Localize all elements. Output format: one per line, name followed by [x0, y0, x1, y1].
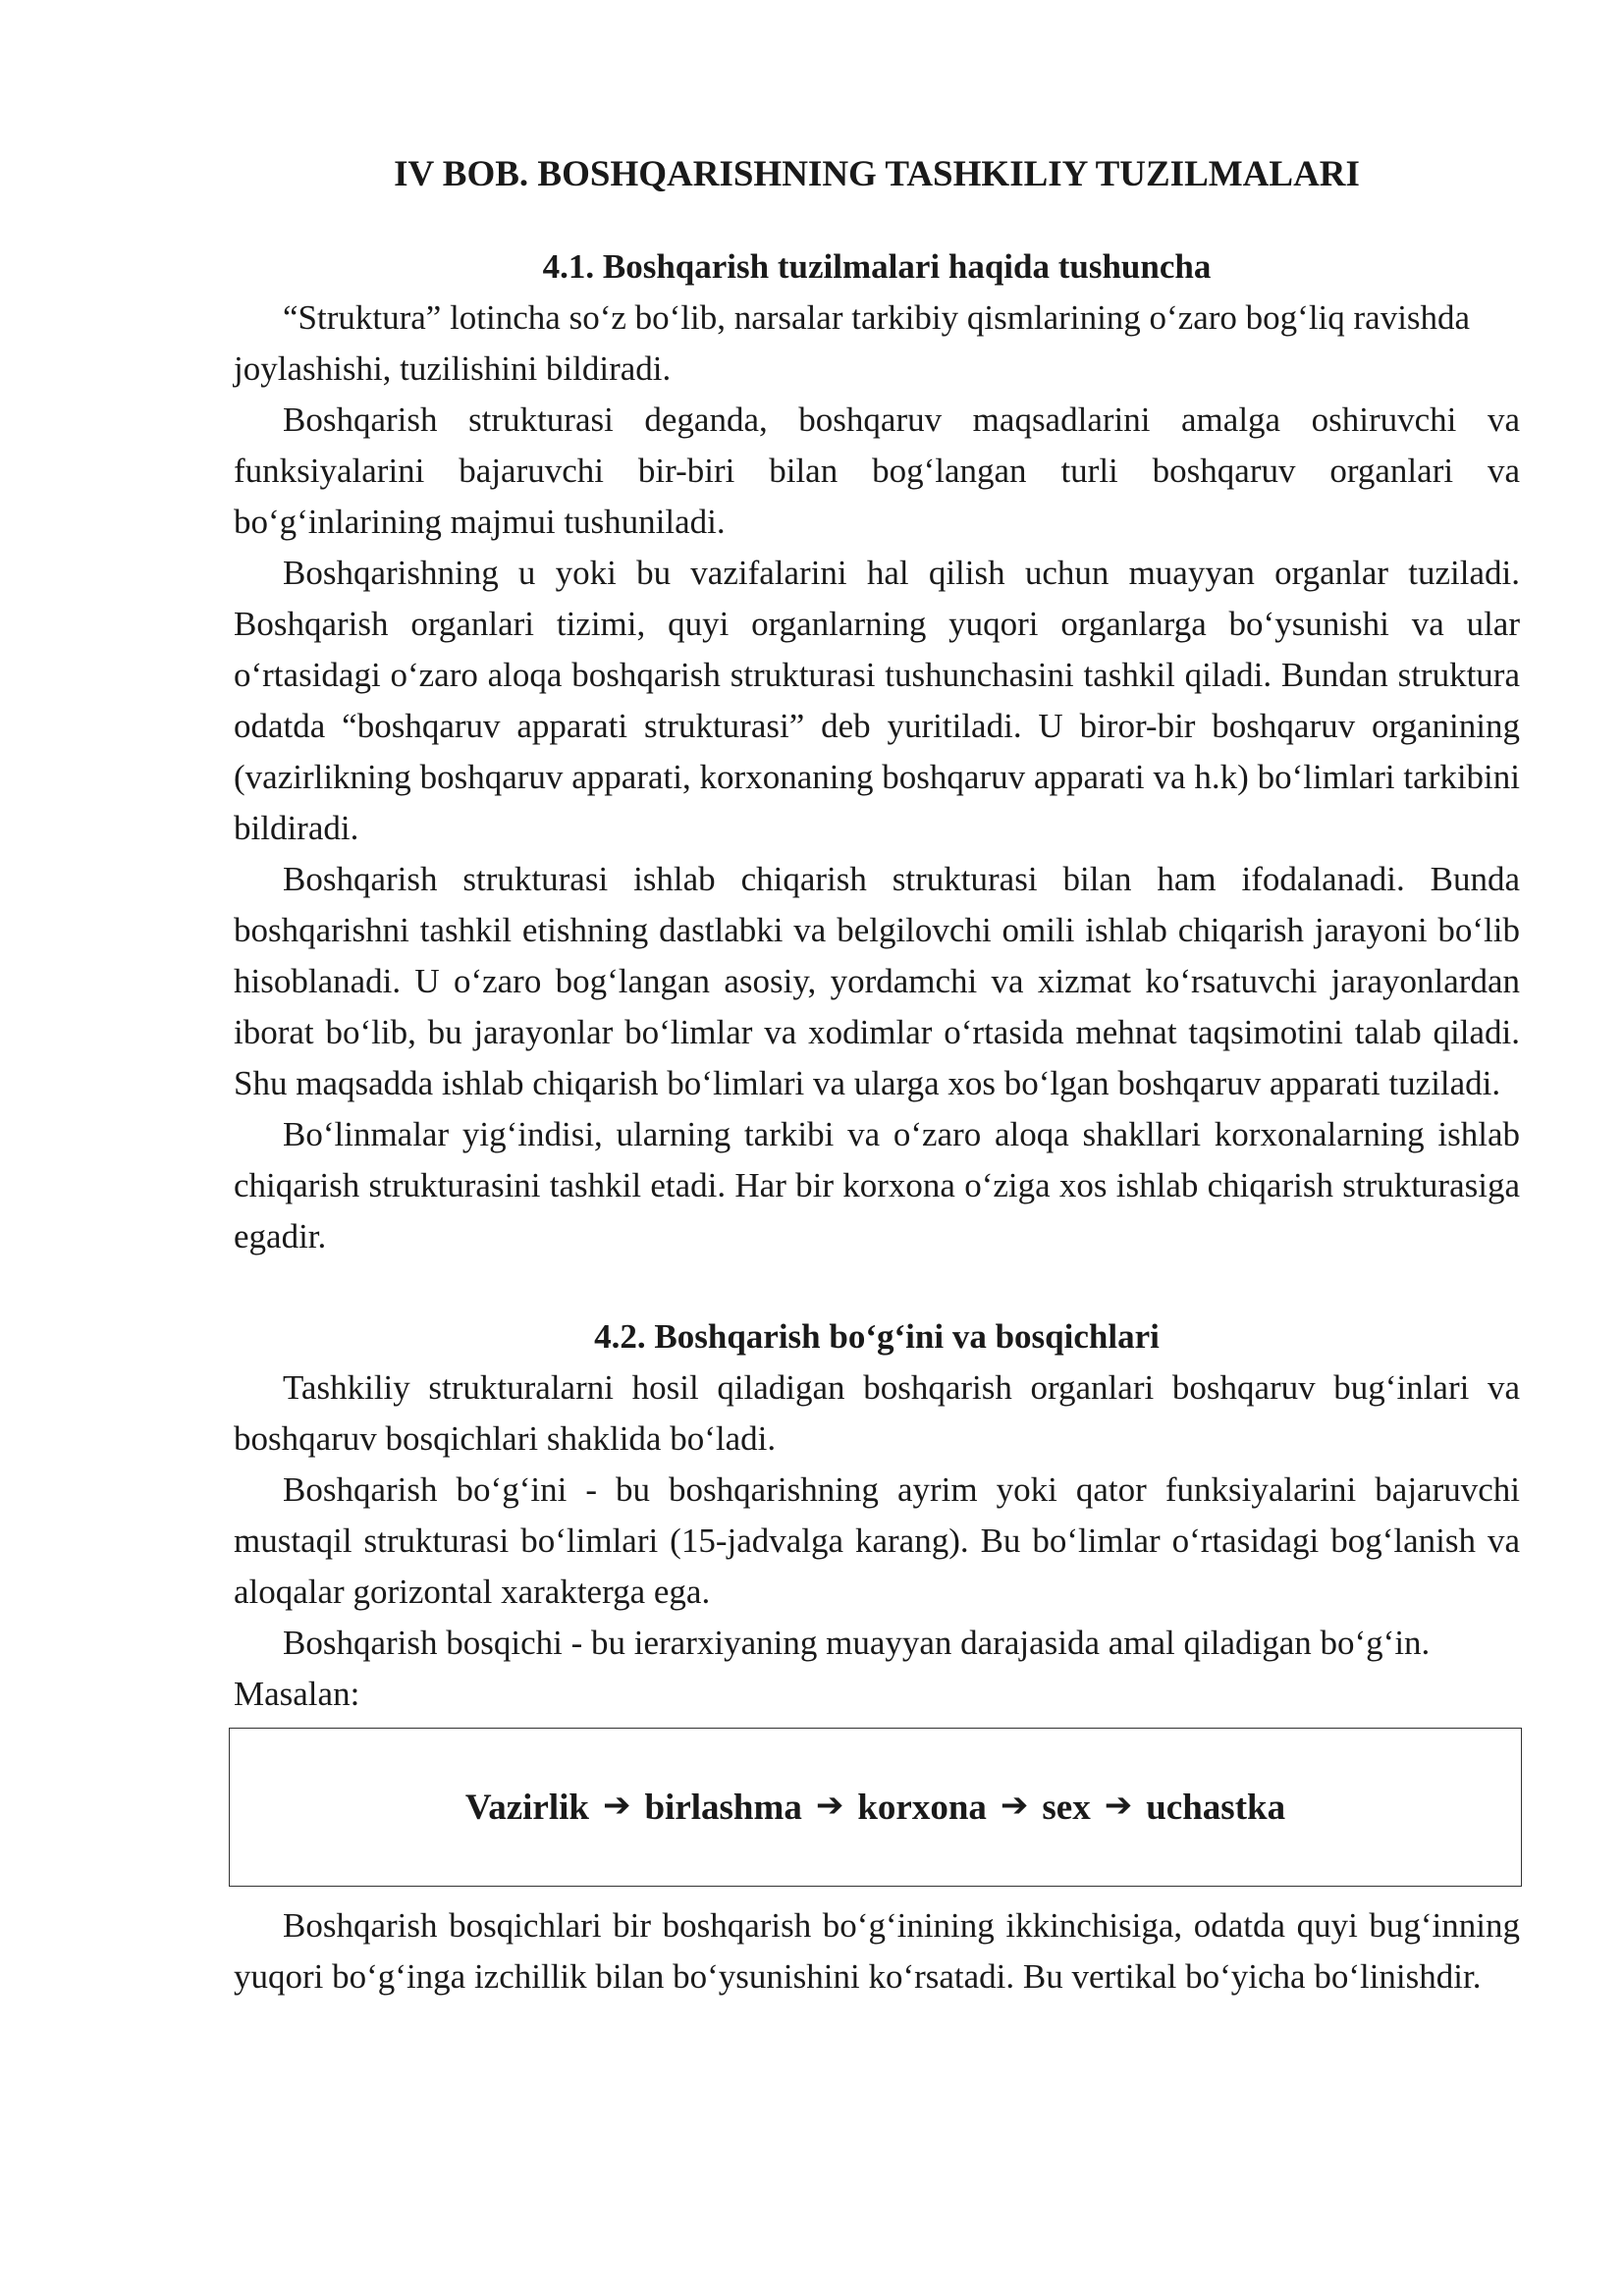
- paragraph-example-label: Masalan:: [234, 1675, 360, 1713]
- chapter-title: IV BOB. BOSHQARISHNING TASHKILIY TUZILMALARI: [394, 154, 1360, 194]
- hierarchy-item-birlashma: birlashma: [644, 1787, 802, 1828]
- paragraph-management-organs: Boshqarishning u yoki bu vazifalarini hal qilish uchun muayyan organlar tuziladi. Boshqarish organlari tizimi, quyi organlarning yuqori organlarga bo‘ysunishi va ular o‘rtasidagi o‘zaro aloqa boshqarish strukturasi tushunchasini tashkil qiladi. Bundan struktura odatda “boshqaruv apparati strukturasi” deb yuritiladi. U biror-bir boshqaruv organining (vazirlikning boshqaruv apparati, korxonaning boshqaruv apparati va h.k) bo‘limlari tarkibini bildiradi.: [234, 554, 1520, 847]
- paragraph-struktura-definition: “Struktura” lotincha so‘z bo‘lib, narsalar tarkibiy qismlarining o‘zaro bog‘liq ravishda joylashishi, tuzilishini bildiradi.: [234, 298, 1471, 388]
- right-arrow-icon: ➔: [1000, 1786, 1029, 1825]
- hierarchy-item-korxona: korxona: [857, 1787, 987, 1828]
- section-title-4-1: 4.1. Boshqarish tuzilmalari haqida tushuncha: [542, 247, 1212, 286]
- paragraph-stages-subordination: Boshqarish bosqichlari bir boshqarish bo‘g‘inining ikkinchisiga, odatda quyi bug‘inning yuqori bo‘g‘inga izchillik bilan bo‘ysunishini ko‘rsatadi. Bu vertikal bo‘yicha bo‘linishdir.: [234, 1906, 1520, 1996]
- right-arrow-icon: ➔: [815, 1786, 844, 1825]
- document-page: [234, 149, 1520, 2002]
- hierarchy-item-sex: sex: [1042, 1787, 1091, 1828]
- paragraph-management-structure: Boshqarish strukturasi deganda, boshqaruv maqsadlarini amalga oshiruvchi va funksiyalarini bajaruvchi bir-biri bilan bog‘langan turli boshqaruv organlari va bo‘g‘inlarining majmui tushuniladi.: [234, 400, 1520, 541]
- paragraph-subdivisions: Bo‘linmalar yig‘indisi, ularning tarkibi va o‘zaro aloqa shakllari korxonalarning ishlab chiqarish strukturasini tashkil etadi. Har bir korxona o‘ziga xos ishlab chiqarish strukturasiga egadir.: [234, 1115, 1520, 1255]
- right-arrow-icon: ➔: [1104, 1786, 1133, 1825]
- paragraph-organs-forms: Tashkiliy strukturalarni hosil qiladigan boshqarish organlari boshqaruv bug‘inlari va boshqaruv bosqichlari shaklida bo‘ladi.: [234, 1368, 1520, 1458]
- paragraph-management-stage: Boshqarish bosqichi - bu ierarxiyaning muayyan darajasida amal qiladigan bo‘g‘in.: [283, 1624, 1431, 1662]
- right-arrow-icon: ➔: [602, 1786, 631, 1825]
- paragraph-management-link: Boshqarish bo‘g‘ini - bu boshqarishning ayrim yoki qator funksiyalarini bajaruvchi mustaqil strukturasi bo‘limlari (15-jadvalga karang). Bu bo‘limlar o‘rtasidagi bog‘lanish va aloqalar gorizontal xarakterga ega.: [234, 1470, 1520, 1611]
- section-title-4-2: 4.2. Boshqarish bo‘g‘ini va bosqichlari: [594, 1317, 1160, 1356]
- paragraph-production-structure: Boshqarish strukturasi ishlab chiqarish strukturasi bilan ham ifodalanadi. Bunda boshqarishni tashkil etishning dastlabki va belgilovchi omili ishlab chiqarish jarayoni bo‘lib hisoblanadi. U o‘zaro bog‘langan asosiy, yordamchi va xizmat ko‘rsatuvchi jarayonlardan iborat bo‘lib, bu jarayonlar bo‘limlar va xodimlar o‘rtasida mehnat taqsimotini talab qiladi. Shu maqsadda ishlab chiqarish bo‘limlari va ularga xos bo‘lgan boshqaruv apparati tuziladi.: [234, 860, 1520, 1102]
- hierarchy-item-uchastka: uchastka: [1146, 1787, 1286, 1828]
- hierarchy-example-box: [229, 1728, 1522, 1887]
- hierarchy-item-vazirlik: Vazirlik: [464, 1787, 589, 1828]
